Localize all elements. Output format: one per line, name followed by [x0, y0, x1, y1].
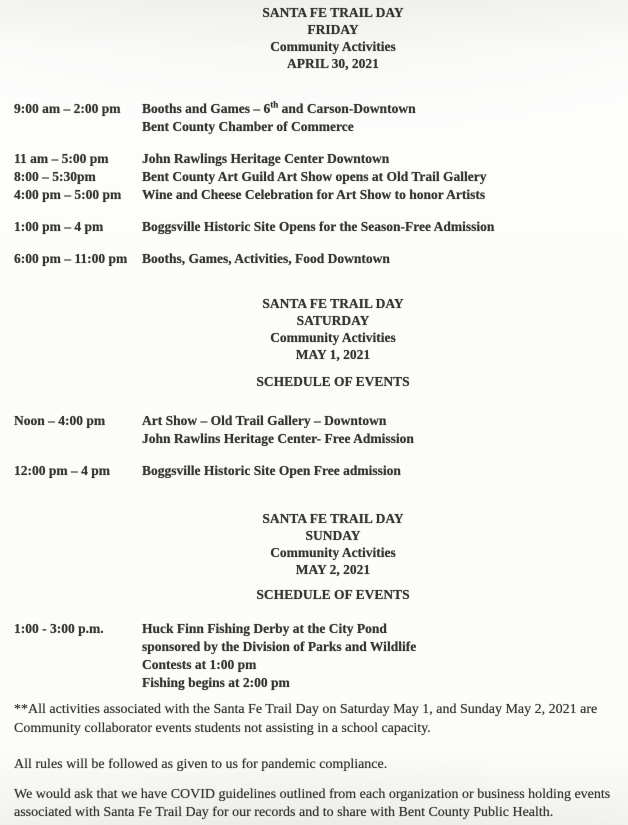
section-title: SANTA FE TRAIL DAY [262, 5, 404, 20]
event-description [140, 100, 616, 136]
event-time: 4:00 pm – 5:00 pm [14, 187, 122, 202]
event-row [14, 100, 616, 136]
event-description [140, 412, 616, 448]
section-day: FRIDAY [307, 22, 359, 37]
section-day: SATURDAY [296, 313, 370, 328]
friday-title-block [14, 4, 616, 72]
event-row [14, 412, 616, 448]
sunday-title-block [14, 510, 616, 578]
event-description-line [142, 100, 616, 118]
footer-note-activities: **All activities associated with the Santa Fe Trail Day on Saturday May 1, and Sunday May 2, 2021 are Community collaborator events students not assisting in a school capacity. [14, 702, 598, 736]
event-time: 1:00 pm – 4 pm [14, 219, 104, 234]
section-subtitle: Community Activities [270, 545, 396, 560]
event-description-line: Contests at 1:00 pm [142, 657, 257, 672]
footer-notes [14, 701, 616, 823]
section-subtitle: Community Activities [270, 39, 396, 54]
section-date: MAY 1, 2021 [295, 347, 371, 362]
event-time: Noon – 4:00 pm [14, 413, 106, 428]
section-title: SANTA FE TRAIL DAY [262, 511, 404, 526]
saturday-events [14, 412, 616, 480]
event-row [14, 462, 616, 480]
event-description: Booths, Games, Activities, Food Downtown [142, 251, 390, 266]
event-time: 6:00 pm – 11:00 pm [14, 251, 128, 266]
friday-events [14, 100, 616, 268]
event-description-line: sponsored by the Division of Parks and Wildlife [142, 639, 417, 654]
event-description-line: Art Show – Old Trail Gallery – Downtown [142, 413, 387, 428]
event-row [14, 168, 616, 186]
footer-note-rules: All rules will be followed as given to us for pandemic compliance. [14, 757, 388, 772]
event-description: Bent County Art Guild Art Show opens at Old Trail Gallery [142, 169, 487, 184]
section-date: MAY 2, 2021 [295, 562, 371, 577]
event-row [14, 150, 616, 168]
event-row [14, 218, 616, 236]
event-row [14, 186, 616, 204]
section-date: APRIL 30, 2021 [287, 56, 379, 71]
schedule-heading: SCHEDULE OF EVENTS [256, 374, 410, 389]
event-description-line: Bent County Chamber of Commerce [142, 119, 354, 134]
event-time: 9:00 am – 2:00 pm [14, 101, 121, 116]
event-time: 1:00 - 3:00 p.m. [14, 621, 104, 636]
event-time: 11 am – 5:00 pm [14, 151, 109, 166]
saturday-title-block [14, 295, 616, 363]
event-description: Wine and Cheese Celebration for Art Show to honor Artists [142, 187, 486, 202]
footer-note-covid: We would ask that we have COVID guidelines outlined from each organization or business holding events associated with Santa Fe Trail Day for our records and to share with Bent County Public Health. [14, 786, 611, 820]
ordinal-superscript: th [270, 99, 279, 110]
sunday-events [14, 620, 616, 692]
section-subtitle: Community Activities [270, 330, 396, 345]
event-text: Booths and Games – 6 [142, 101, 271, 116]
event-description: Boggsville Historic Site Opens for the Season-Free Admission [142, 219, 495, 234]
event-text: and Carson-Downtown [278, 101, 416, 116]
schedule-heading: SCHEDULE OF EVENTS [256, 587, 410, 602]
event-description-line: Fishing begins at 2:00 pm [142, 675, 290, 690]
section-day: SUNDAY [305, 528, 361, 543]
event-time: 8:00 – 5:30pm [14, 169, 96, 184]
section-title: SANTA FE TRAIL DAY [262, 296, 404, 311]
event-time: 12:00 pm – 4 pm [14, 463, 111, 478]
event-description: Boggsville Historic Site Open Free admission [142, 463, 401, 478]
event-row [14, 250, 616, 268]
event-description: John Rawlings Heritage Center Downtown [142, 151, 390, 166]
event-row [14, 620, 616, 692]
event-description-line: Huck Finn Fishing Derby at the City Pond [142, 621, 387, 636]
event-description [140, 620, 616, 692]
event-description-line: John Rawlins Heritage Center- Free Admission [142, 431, 414, 446]
